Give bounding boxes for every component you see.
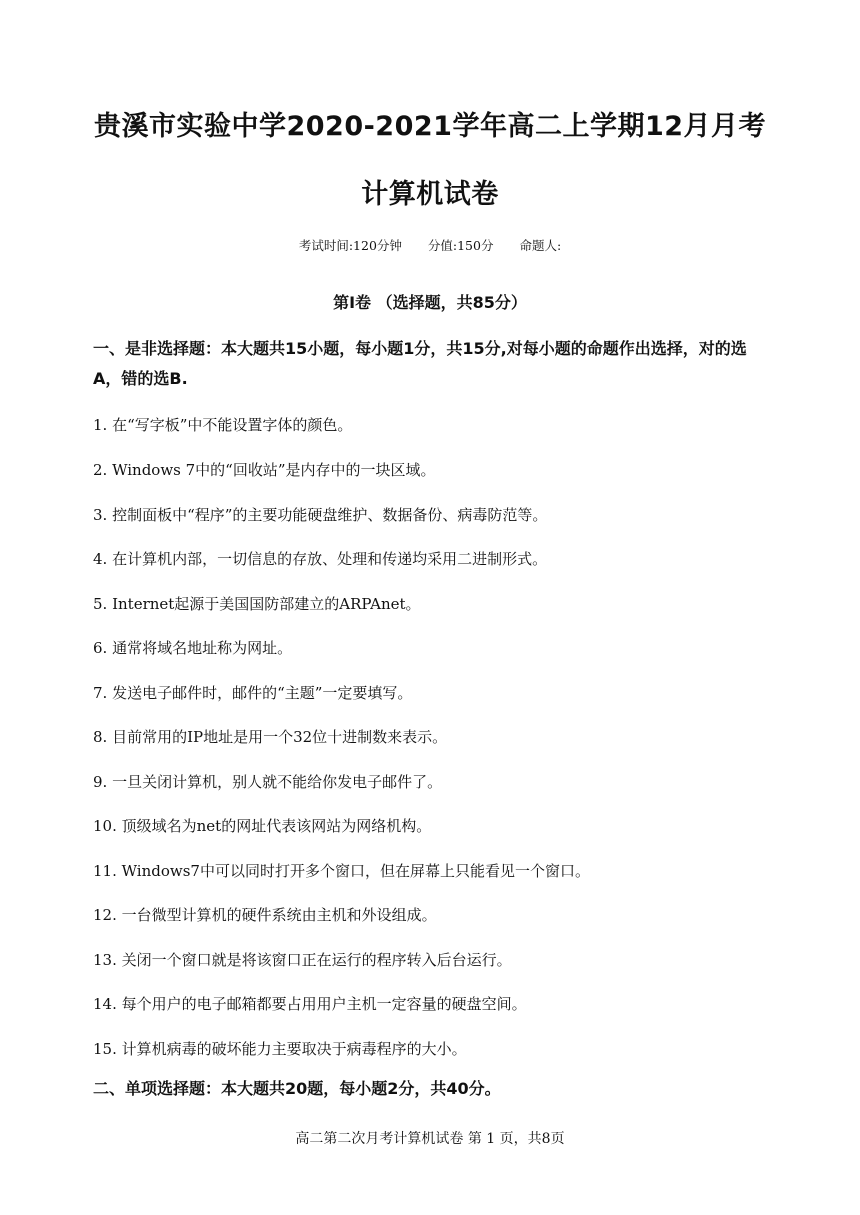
question-15: 15. 计算机病毒的破坏能力主要取决于病毒程序的大小。 bbox=[93, 1040, 467, 1058]
exam-time: 考试时间:120分钟 bbox=[298, 238, 402, 253]
question-6: 6. 通常将域名地址称为网址。 bbox=[93, 639, 293, 657]
question-4: 4. 在计算机内部，一切信息的存放、处理和传递均采用二进制形式。 bbox=[93, 550, 548, 568]
question-1: 1. 在“写字板”中不能设置字体的颜色。 bbox=[93, 416, 353, 434]
exam-author: 命题人: bbox=[519, 238, 562, 253]
page-footer: 高二第二次月考计算机试卷 第 1 页，共8页 bbox=[295, 1131, 565, 1147]
question-14: 14. 每个用户的电子邮箱都要占用用户主机一定容量的硬盘空间。 bbox=[93, 995, 527, 1013]
question-2: 2. Windows 7中的“回收站”是内存中的一块区域。 bbox=[93, 461, 436, 479]
question-12: 12. 一台微型计算机的硬件系统由主机和外设组成。 bbox=[93, 906, 437, 924]
question-7: 7. 发送电子邮件时，邮件的“主题”一定要填写。 bbox=[93, 684, 413, 702]
exam-info bbox=[0, 236, 860, 254]
exam-title-line-1: 贵溪市实验中学2020-2021学年高二上学期12月月考 bbox=[93, 111, 767, 142]
section-1-heading: 一、是非选择题：本大题共15小题，每小题1分，共15分,对每小题的命题作出选择，对的选A，错的选B. bbox=[93, 339, 747, 388]
question-3: 3. 控制面板中“程序”的主要功能硬盘维护、数据备份、病毒防范等。 bbox=[93, 506, 548, 524]
section-2-heading: 二、单项选择题：本大题共20题，每小题2分，共40分。 bbox=[93, 1079, 501, 1098]
question-5: 5. Internet起源于美国国防部建立的ARPAnet。 bbox=[93, 595, 421, 613]
exam-score: 分值:150分 bbox=[427, 238, 494, 253]
exam-title-line-2: 计算机试卷 bbox=[361, 179, 499, 210]
question-9: 9. 一旦关闭计算机，别人就不能给你发电子邮件了。 bbox=[93, 773, 443, 791]
question-10: 10. 顶级域名为net的网址代表该网站为网络机构。 bbox=[93, 817, 432, 835]
question-11: 11. Windows7中可以同时打开多个窗口，但在屏幕上只能看见一个窗口。 bbox=[93, 862, 590, 880]
part-1-title: 第Ⅰ卷 （选择题，共85分） bbox=[333, 293, 527, 312]
question-13: 13. 关闭一个窗口就是将该窗口正在运行的程序转入后台运行。 bbox=[93, 951, 512, 969]
question-8: 8. 目前常用的IP地址是用一个32位十进制数来表示。 bbox=[93, 728, 448, 746]
